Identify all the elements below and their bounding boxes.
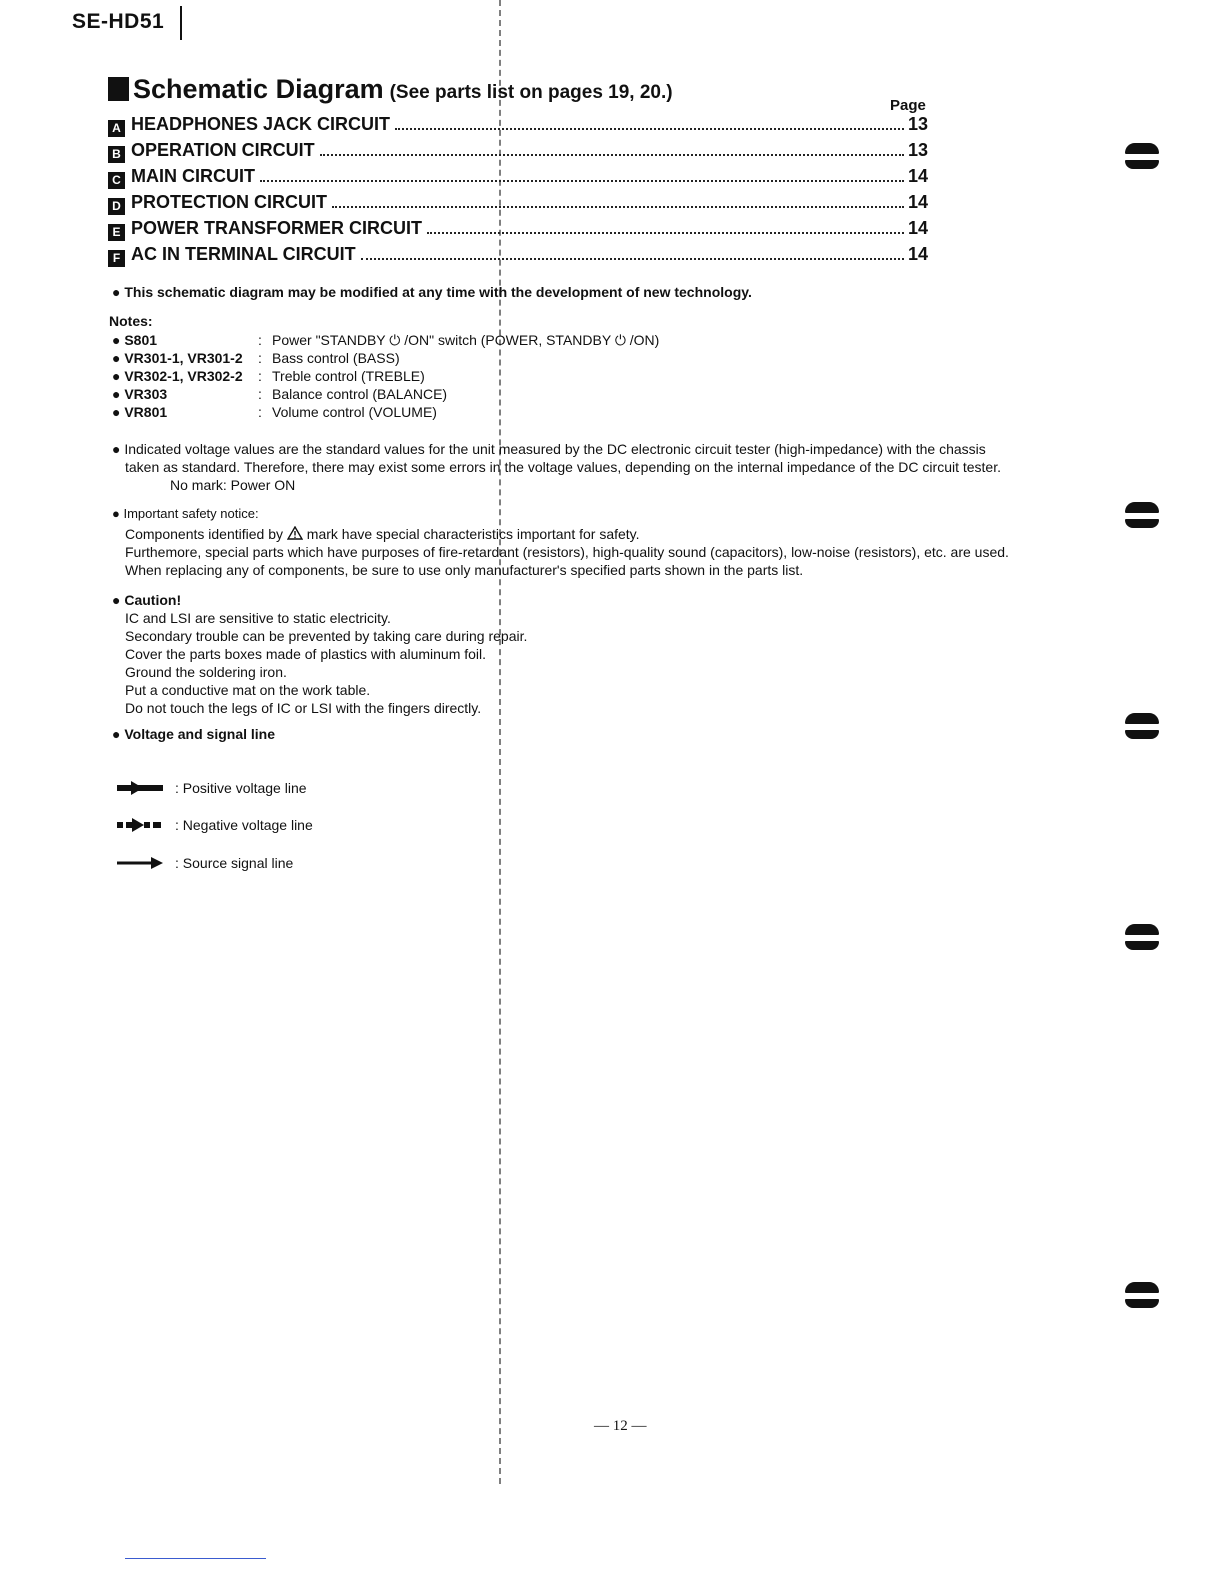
note-desc: Power "STANDBY ⏻ /ON" switch (POWER, STANDBY ⏻ /ON) xyxy=(272,332,660,348)
toc-label: MAIN CIRCUIT xyxy=(131,166,255,186)
letter-a-icon: A xyxy=(108,120,125,137)
positive-voltage-arrow-icon xyxy=(117,781,165,795)
toc-row[interactable] xyxy=(108,192,928,218)
toc-row[interactable] xyxy=(108,166,928,192)
negative-voltage-arrow-icon xyxy=(117,818,165,832)
legend-source xyxy=(117,852,293,874)
voltage-line-1: ● Indicated voltage values are the standard values for the unit measured by the DC electronic circuit tester (high-impedance) with the chassis xyxy=(112,441,986,457)
note-colon: : xyxy=(258,350,262,366)
letter-e-icon: E xyxy=(108,224,125,241)
caution-line: Ground the soldering iron. xyxy=(125,664,287,680)
toc-page: 14 xyxy=(908,244,929,264)
page-number: — 12 — xyxy=(594,1418,647,1434)
note-desc: Bass control (BASS) xyxy=(272,350,400,366)
voltage-note xyxy=(112,440,1072,494)
toc-row[interactable] xyxy=(108,218,928,244)
note-item xyxy=(112,332,659,350)
page-column-label: Page xyxy=(890,97,926,114)
note-ref: ● VR801 xyxy=(112,404,168,420)
binder-tab-mark xyxy=(1125,143,1159,169)
note-colon: : xyxy=(258,386,262,402)
note-ref: ● VR302-1, VR302-2 xyxy=(112,368,243,384)
safety-line-2: Furthemore, special parts which have purposes of fire-retardant (resistors), high-quality sound (capacitors), low-noise (resistors), etc. are used. xyxy=(125,544,1009,560)
toc-label: HEADPHONES JACK CIRCUIT xyxy=(131,114,391,134)
source-signal-arrow-icon xyxy=(117,856,165,870)
modification-note: ● This schematic diagram may be modified at any time with the development of new technology. xyxy=(112,284,752,300)
note-item xyxy=(112,404,659,422)
leader-dots xyxy=(427,232,904,234)
caution-line: Put a conductive mat on the work table. xyxy=(125,682,371,698)
toc-page: 14 xyxy=(908,192,929,212)
letter-c-icon: C xyxy=(108,172,125,189)
legend-label: : Positive voltage line xyxy=(175,780,307,796)
note-desc: Balance control (BALANCE) xyxy=(272,386,448,402)
letter-d-icon: D xyxy=(108,198,125,215)
leader-dots xyxy=(320,154,904,156)
voltage-signal-title: ● Voltage and signal line xyxy=(112,726,276,742)
legend-label: : Source signal line xyxy=(175,855,294,871)
circuit-index xyxy=(108,114,928,270)
safety-line-3: When replacing any of components, be sure to use only manufacturer's specified parts shown in the parts list. xyxy=(125,562,804,578)
title-main: Schematic Diagram xyxy=(133,74,384,104)
caution-line: Secondary trouble can be prevented by taking care during repair. xyxy=(125,628,528,644)
section-title xyxy=(108,74,673,105)
binder-tab-mark xyxy=(1125,502,1159,528)
leader-dots xyxy=(395,128,904,130)
safety-line-1-post: mark have special characteristics important for safety. xyxy=(306,526,640,542)
note-item xyxy=(112,368,659,386)
toc-page: 13 xyxy=(908,140,929,160)
toc-page: 14 xyxy=(908,166,929,186)
caution-notice xyxy=(112,591,712,717)
voltage-line-2: taken as standard. Therefore, there may exist some errors in the voltage values, depending on the internal impedance of the DC circuit tester. xyxy=(125,459,1001,475)
caution-line: Do not touch the legs of IC or LSI with the fingers directly. xyxy=(125,700,482,716)
toc-page: 13 xyxy=(908,114,929,134)
note-ref: ● VR301-1, VR301-2 xyxy=(112,350,243,366)
legend-negative xyxy=(117,814,313,836)
toc-row[interactable] xyxy=(108,244,928,270)
safety-notice xyxy=(112,505,1072,579)
note-ref: ● VR303 xyxy=(112,386,168,402)
note-desc: Volume control (VOLUME) xyxy=(272,404,437,420)
legend-label: : Negative voltage line xyxy=(175,817,313,833)
toc-label: PROTECTION CIRCUIT xyxy=(131,192,327,212)
notes-list xyxy=(112,332,659,422)
warning-triangle-icon xyxy=(287,526,303,540)
no-mark-note: No mark: Power ON xyxy=(170,477,296,493)
notes-title: Notes: xyxy=(109,313,153,329)
binder-tab-mark xyxy=(1125,924,1159,950)
header-divider xyxy=(180,6,182,40)
caution-line: IC and LSI are sensitive to static electricity. xyxy=(125,610,391,626)
leader-dots xyxy=(361,258,904,260)
safety-body xyxy=(112,525,1072,579)
note-colon: : xyxy=(258,368,262,384)
model-number: SE-HD51 xyxy=(72,10,165,33)
toc-label: OPERATION CIRCUIT xyxy=(131,140,315,160)
safety-line-1 xyxy=(125,525,1072,543)
caution-title: ● Caution! xyxy=(112,592,182,608)
title-square-icon xyxy=(108,77,129,101)
note-item xyxy=(112,350,659,368)
caution-line: Cover the parts boxes made of plastics with aluminum foil. xyxy=(125,646,487,662)
toc-label: POWER TRANSFORMER CIRCUIT xyxy=(131,218,422,238)
safety-line-1-pre: Components identified by xyxy=(125,526,283,542)
title-parts-note: (See parts list on pages 19, 20.) xyxy=(389,82,673,103)
bottom-rule xyxy=(125,1558,266,1559)
toc-page: 14 xyxy=(908,218,929,238)
note-colon: : xyxy=(258,332,262,348)
note-colon: : xyxy=(258,404,262,420)
leader-dots xyxy=(332,206,904,208)
note-ref: ● S801 xyxy=(112,332,158,348)
letter-f-icon: F xyxy=(108,250,125,267)
safety-title: ● Important safety notice: xyxy=(112,506,259,521)
note-item xyxy=(112,386,659,404)
leader-dots xyxy=(260,180,904,182)
toc-row[interactable] xyxy=(108,114,928,140)
caution-body xyxy=(112,609,712,717)
legend-positive xyxy=(117,777,307,799)
toc-row[interactable] xyxy=(108,140,928,166)
toc-label: AC IN TERMINAL CIRCUIT xyxy=(131,244,356,264)
letter-b-icon: B xyxy=(108,146,125,163)
binder-tab-mark xyxy=(1125,713,1159,739)
binder-tab-mark xyxy=(1125,1282,1159,1308)
note-desc: Treble control (TREBLE) xyxy=(272,368,425,384)
